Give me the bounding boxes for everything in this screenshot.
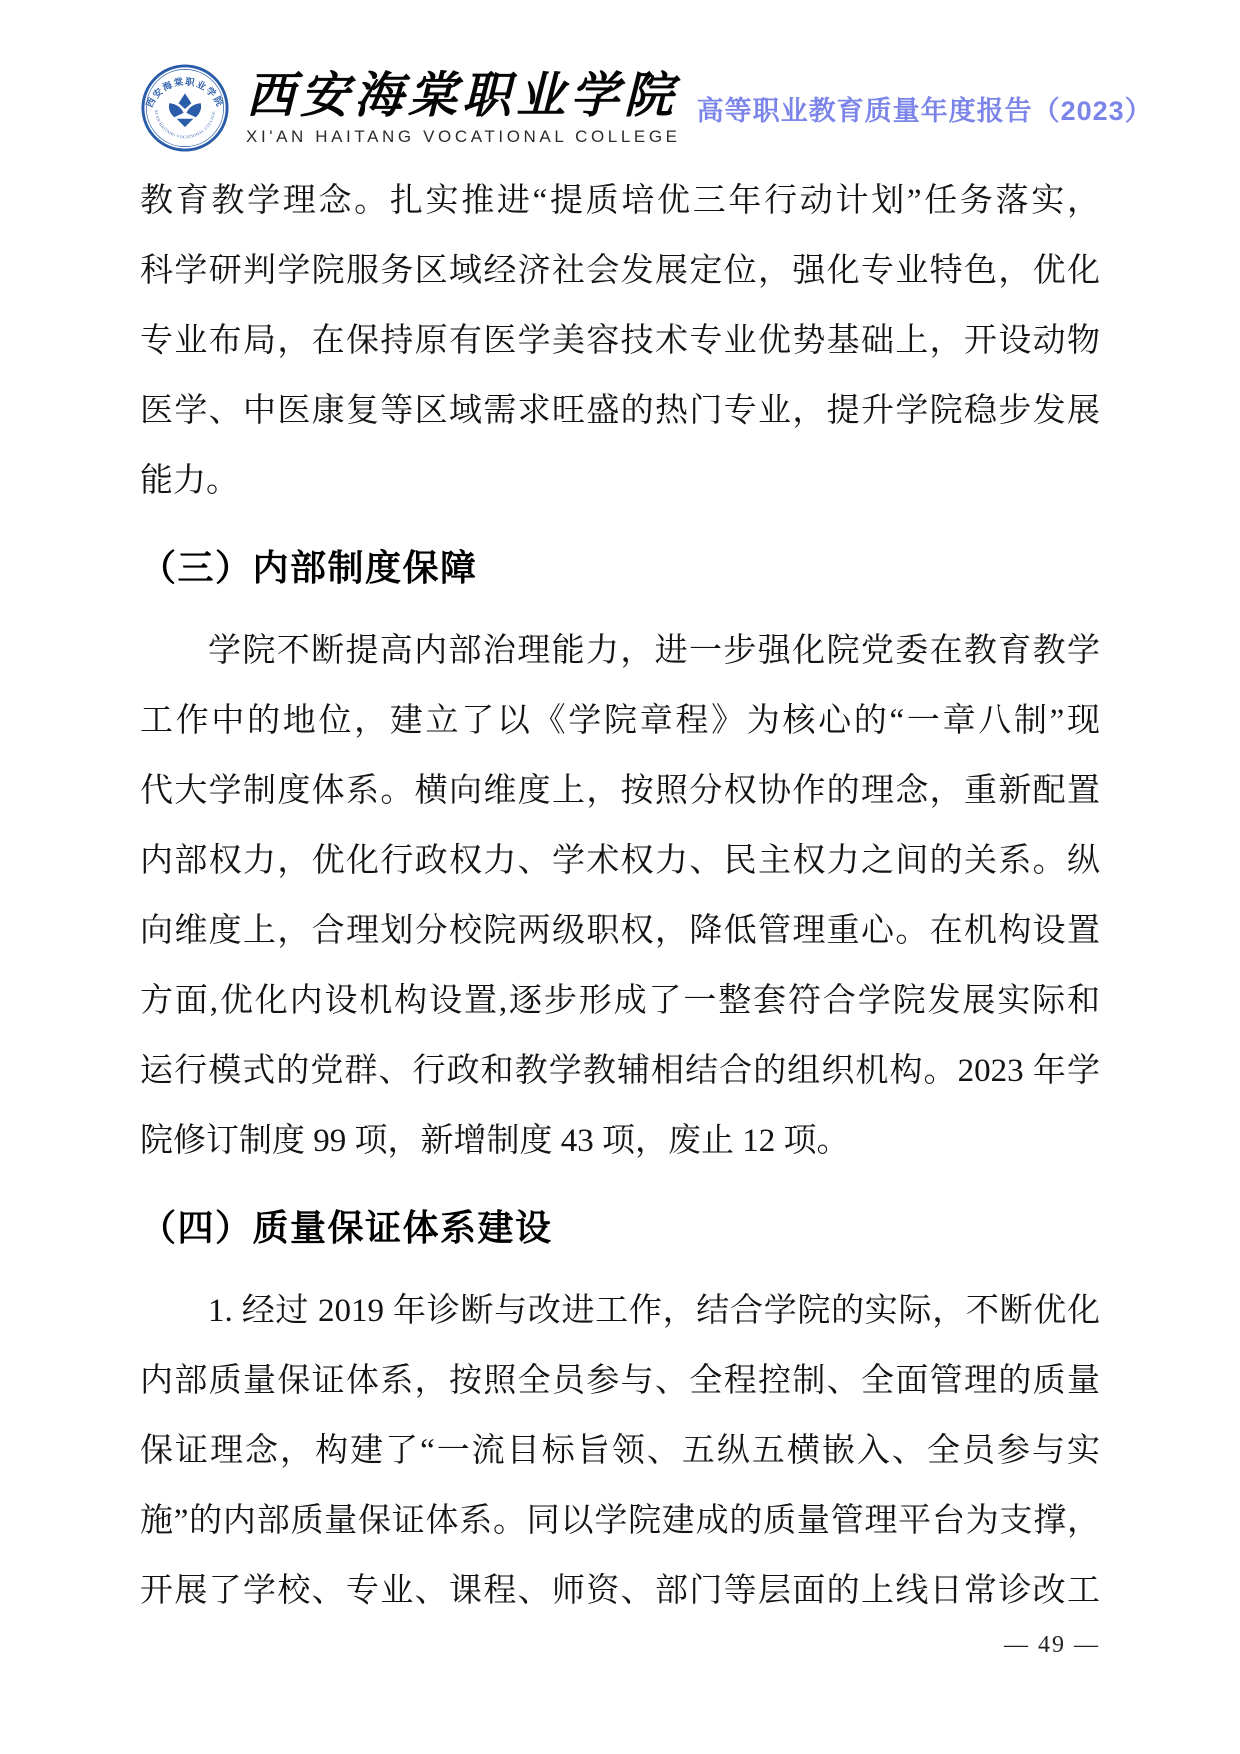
page-number: — 49 — <box>1004 1632 1100 1658</box>
college-name-en: XI'AN HAITANG VOCATIONAL COLLEGE <box>246 127 681 146</box>
report-title: 高等职业教育质量年度报告（2023） <box>696 95 1153 126</box>
text-line: 施”的内部质量保证体系。同以学院建成的质量管理平台为支撑， <box>140 1503 1100 1539</box>
text-line: 专业布局，在保持原有医学美容技术专业优势基础上，开设动物 <box>140 323 1100 359</box>
section-heading-4: （四）质量保证体系建设 <box>140 1207 553 1248</box>
seal-ring-text-zh: 西安海棠职业学院 <box>145 77 225 110</box>
text-line: 院修订制度 99 项，新增制度 43 项，废止 12 项。 <box>140 1123 850 1159</box>
text-line: 开展了学校、专业、课程、师资、部门等层面的上线日常诊改工 <box>140 1573 1100 1609</box>
college-seal-icon <box>140 63 230 153</box>
page-body <box>140 166 1100 1626</box>
text-line: 内部质量保证体系，按照全员参与、全程控制、全面管理的质量 <box>140 1363 1100 1399</box>
text-line: 向维度上，合理划分校院两级职权，降低管理重心。在机构设置 <box>140 913 1100 949</box>
text-line: 医学、中医康复等区域需求旺盛的热门专业，提升学院稳步发展 <box>140 393 1100 429</box>
text-line: 内部权力，优化行政权力、学术权力、民主权力之间的关系。纵 <box>140 843 1100 879</box>
text-line: 1. 经过 2019 年诊断与改进工作，结合学院的实际，不断优化 <box>208 1293 1100 1329</box>
paragraph-2 <box>140 616 1100 1176</box>
paragraph-1 <box>140 166 1100 516</box>
college-brand <box>246 67 681 149</box>
section-heading-3: （三）内部制度保障 <box>140 547 478 588</box>
text-line: 方面,优化内设机构设置,逐步形成了一整套符合学院发展实际和 <box>140 983 1100 1019</box>
paragraph-3 <box>140 1276 1100 1626</box>
page-footer <box>140 1632 1100 1659</box>
text-line: 工作中的地位，建立了以《学院章程》为核心的“一章八制”现 <box>140 703 1100 739</box>
seal-ring-text-en: XI'AN HAITANG VOCATIONAL COLLEGE <box>153 109 217 140</box>
text-line: 运行模式的党群、行政和教学教辅相结合的组织机构。2023 年学 <box>140 1053 1100 1089</box>
text-line: 能力。 <box>140 463 239 499</box>
text-line: 教育教学理念。扎实推进“提质培优三年行动计划”任务落实， <box>140 183 1100 219</box>
text-line: 代大学制度体系。横向维度上，按照分权协作的理念，重新配置 <box>140 773 1100 809</box>
page-header <box>140 60 1153 156</box>
college-name-zh: 西安海棠职业学院 <box>246 66 679 124</box>
text-line: 学院不断提高内部治理能力，进一步强化院党委在教育教学 <box>208 633 1100 669</box>
text-line: 科学研判学院服务区域经济社会发展定位，强化专业特色，优化 <box>140 253 1100 289</box>
text-line: 保证理念，构建了“一流目标旨领、五纵五横嵌入、全员参与实 <box>140 1433 1100 1469</box>
